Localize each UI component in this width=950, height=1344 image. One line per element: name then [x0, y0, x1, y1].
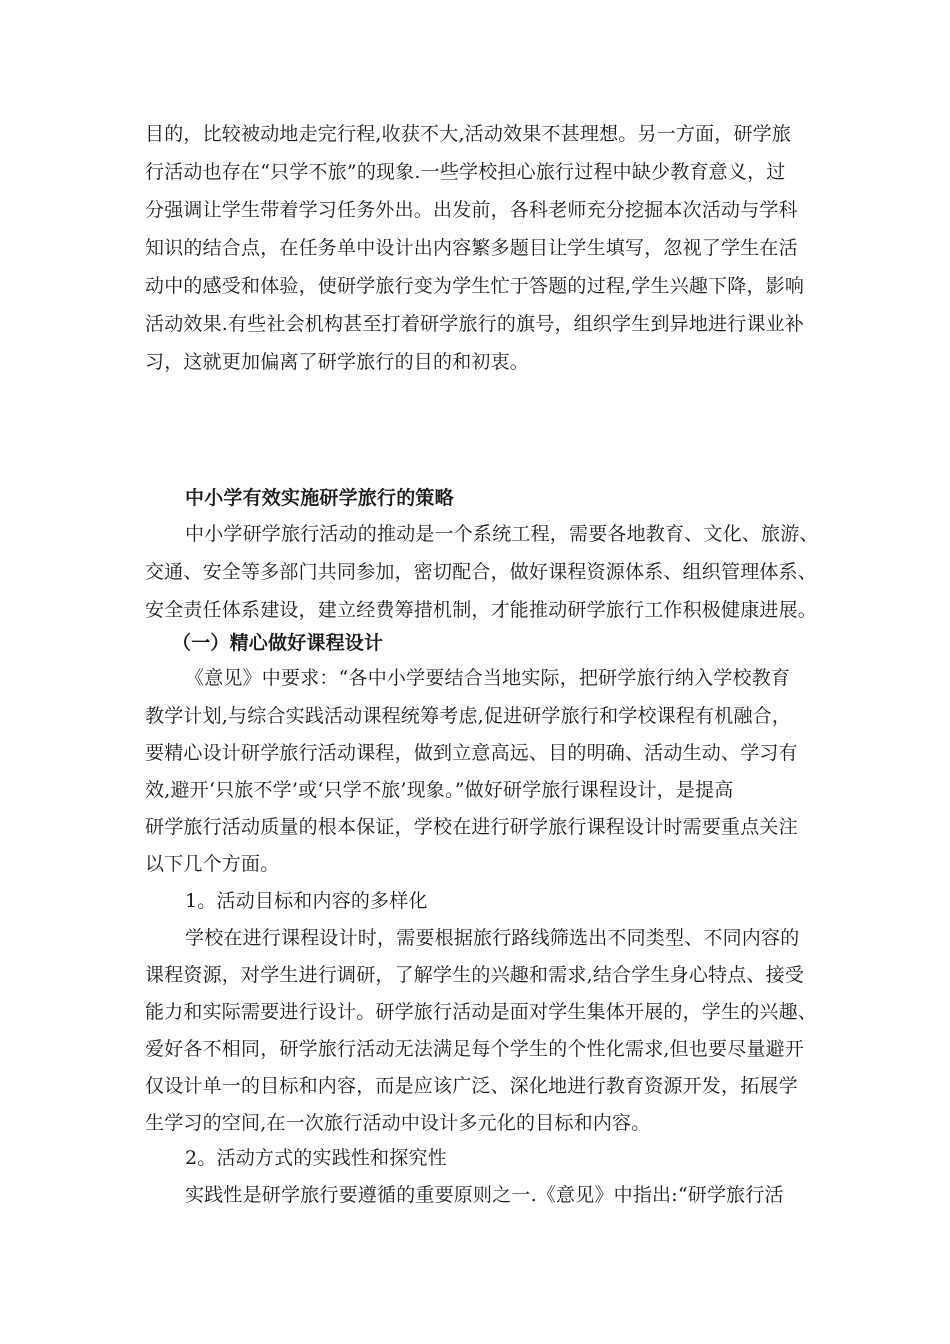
text-line: 知识的结合点，在任务单中设计出内容繁多题目让学生填写，忽视了学生在活	[145, 237, 798, 259]
text-line: 目的，比较被动地走完行程,收获不大,活动效果不甚理想。另一方面，研学旅	[145, 123, 792, 145]
text-line: 研学旅行活动质量的根本保证，学校在进行研学旅行课程设计时需要重点关注	[145, 816, 798, 838]
text-line: 爱好各不相同，研学旅行活动无法满足每个学生的个性化需求,但也要尽量避开	[145, 1038, 805, 1060]
text-line: 效,避开‘只旅不学’或‘只学不旅’现象。”做好研学旅行课程设计，是提高	[145, 779, 734, 801]
section-heading: 中小学有效实施研学旅行的策略	[185, 487, 454, 509]
text-line: 动中的感受和体验，使研学旅行变为学生忙于答题的过程,学生兴趣下降，影响	[145, 275, 805, 297]
text-line: 教学计划,与综合实践活动课程统筹考虑,促进研学旅行和学校课程有机融合，	[145, 705, 792, 727]
item-title: 1。活动目标和内容的多样化	[185, 890, 428, 912]
text-line: 以下几个方面。	[145, 853, 280, 875]
text-line: 课程资源，对学生进行调研，了解学生的兴趣和需求,结合学生身心特点、接受	[145, 964, 805, 986]
text-line: 要精心设计研学旅行活动课程，做到立意高远、目的明确、活动生动、学习有	[145, 742, 798, 764]
text-line: 分强调让学生带着学习任务外出。出发前，各科老师充分挖掘本次活动与学科	[145, 199, 798, 221]
text-line: 中小学研学旅行活动的推动是一个系统工程，需要各地教育、文化、旅游、	[185, 523, 819, 545]
text-line: 实践性是研学旅行要遵循的重要原则之一.《意见》中指出:“研学旅行活	[185, 1184, 784, 1206]
subheading: （一）精心做好课程设计	[172, 632, 384, 654]
text-line: 生学习的空间,在一次旅行活动中设计多元化的目标和内容。	[145, 1112, 651, 1134]
text-line: 行活动也存在“只学不旅”的现象.一些学校担心旅行过程中缺少教育意义，过	[145, 161, 786, 183]
text-line: 活动效果.有些社会机构甚至打着研学旅行的旗号，组织学生到异地进行课业补	[145, 313, 805, 335]
text-line: 学校在进行课程设计时，需要根据旅行路线筛选出不同类型、不同内容的	[185, 927, 800, 949]
text-line: 安全责任体系建设，建立经费筹措机制，才能推动研学旅行工作积极健康进展。	[145, 599, 818, 621]
text-line: 仅设计单一的目标和内容，而是应该广泛、深化地进行教育资源开发，拓展学	[145, 1075, 798, 1097]
text-line: 《意见》中要求：“各中小学要结合当地实际，把研学旅行纳入学校教育	[185, 667, 791, 689]
text-line: 能力和实际需要进行设计。研学旅行活动是面对学生集体开展的，学生的兴趣、	[145, 1001, 818, 1023]
item-title: 2。活动方式的实践性和探究性	[185, 1147, 447, 1169]
text-line: 交通、安全等多部门共同参加，密切配合，做好课程资源体系、组织管理体系、	[145, 561, 818, 583]
text-line: 习，这就更加偏离了研学旅行的目的和初衷。	[145, 351, 530, 373]
